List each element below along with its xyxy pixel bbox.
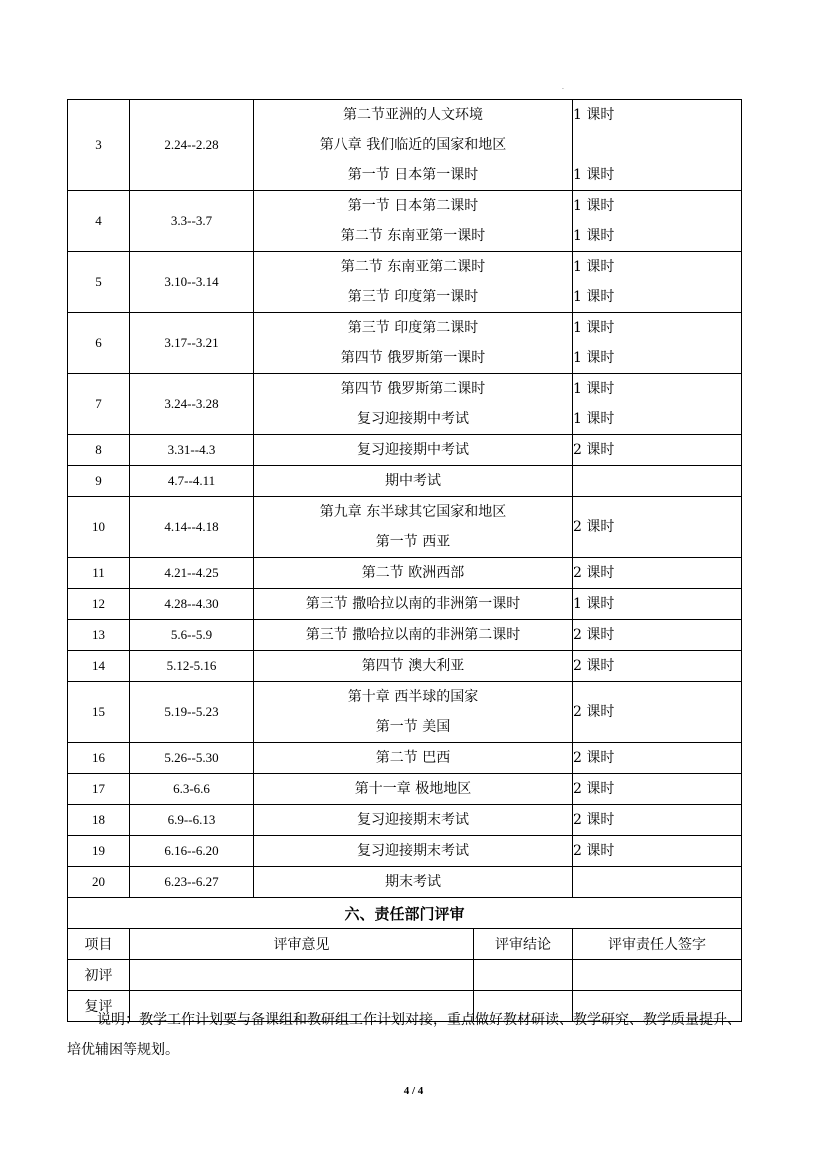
content-line: 第二节 巴西: [375, 750, 451, 766]
week-number-cell: 9: [68, 466, 130, 497]
content-cell: [254, 252, 573, 313]
week-number-cell: 19: [68, 836, 130, 867]
class-hours-value: 2 课时: [573, 781, 615, 797]
class-hours-cell: [573, 191, 742, 252]
content-line: 第二节 东南亚第一课时: [340, 228, 486, 244]
date-range-cell: 6.16--6.20: [130, 836, 254, 867]
page-number: 4 / 4: [403, 1085, 424, 1097]
content-line: 第二节 欧洲西部: [361, 565, 465, 581]
class-hours-cell: [573, 743, 742, 774]
content-cell: [254, 466, 573, 497]
schedule-row: [68, 743, 742, 774]
class-hours-cell: [573, 435, 742, 466]
schedule-row: [68, 867, 742, 898]
week-number-cell: 13: [68, 620, 130, 651]
date-range-cell: 4.7--4.11: [130, 466, 254, 497]
schedule-row: [68, 589, 742, 620]
content-line: 第三节 撒哈拉以南的非洲第二课时: [305, 627, 521, 643]
review-row-label: 初评: [68, 960, 130, 991]
content-line: 第十章 西半球的国家: [347, 689, 479, 705]
class-hours-value: 1 课时: [573, 381, 615, 397]
date-range-cell: 3.10--3.14: [130, 252, 254, 313]
class-hours-cell: [573, 620, 742, 651]
review-row-initial: [68, 960, 742, 991]
week-number-cell: 3: [68, 100, 130, 191]
week-number-cell: 11: [68, 558, 130, 589]
class-hours-value: 2 课时: [573, 843, 615, 859]
schedule-row: [68, 836, 742, 867]
class-hours-cell: [573, 497, 742, 558]
class-hours-cell: [573, 682, 742, 743]
content-cell: [254, 805, 573, 836]
class-hours-value: 1 课时: [573, 320, 615, 336]
content-line: 第三节 印度第一课时: [347, 289, 479, 305]
content-line: 第二节亚洲的人文环境: [343, 107, 483, 123]
week-number-cell: 6: [68, 313, 130, 374]
content-cell: [254, 651, 573, 682]
content-line: 复习迎接期中考试: [357, 442, 469, 458]
review-section: [68, 898, 742, 1022]
content-line: 第一节 西亚: [375, 534, 451, 550]
class-hours-cell: [573, 466, 742, 497]
content-cell: [254, 497, 573, 558]
review-header-conclusion: 评审结论: [474, 929, 573, 960]
schedule-row: [68, 620, 742, 651]
class-hours-cell: [573, 558, 742, 589]
class-hours-value: 2 课时: [573, 704, 615, 720]
schedule-row: [68, 774, 742, 805]
date-range-cell: 2.24--2.28: [130, 100, 254, 191]
date-range-cell: 6.23--6.27: [130, 867, 254, 898]
class-hours-cell: [573, 805, 742, 836]
date-range-cell: 6.3-6.6: [130, 774, 254, 805]
content-cell: [254, 589, 573, 620]
class-hours-value: 1 课时: [573, 167, 615, 183]
content-line: 第十一章 极地地区: [354, 781, 472, 797]
review-conclusion-cell[interactable]: [474, 960, 573, 991]
schedule-row: [68, 805, 742, 836]
content-cell: [254, 374, 573, 435]
class-hours-value: [573, 867, 741, 897]
week-number-cell: 8: [68, 435, 130, 466]
date-range-cell: 6.9--6.13: [130, 805, 254, 836]
content-line: 第九章 东半球其它国家和地区: [319, 504, 507, 520]
schedule-row: [68, 100, 742, 191]
date-range-cell: 4.14--4.18: [130, 497, 254, 558]
content-cell: [254, 743, 573, 774]
schedule-row: [68, 191, 742, 252]
content-line: 第四节 俄罗斯第一课时: [340, 350, 486, 366]
content-line: 第三节 撒哈拉以南的非洲第一课时: [305, 596, 521, 612]
class-hours-value: 1 课时: [573, 259, 615, 275]
date-range-cell: 5.26--5.30: [130, 743, 254, 774]
content-line: 第四节 澳大利亚: [361, 658, 465, 674]
date-range-cell: 4.28--4.30: [130, 589, 254, 620]
week-number-cell: 17: [68, 774, 130, 805]
review-section-title-row: [68, 898, 742, 929]
class-hours-value: 2 课时: [573, 565, 615, 581]
schedule-row: [68, 374, 742, 435]
content-cell: [254, 774, 573, 805]
content-line: 第二节 东南亚第二课时: [340, 259, 486, 275]
class-hours-value: 1 课时: [573, 228, 615, 244]
class-hours-cell: [573, 100, 742, 191]
schedule-body: [68, 100, 742, 898]
class-hours-value: 2 课时: [573, 442, 615, 458]
week-number-cell: 12: [68, 589, 130, 620]
week-number-cell: 14: [68, 651, 130, 682]
week-number-cell: 16: [68, 743, 130, 774]
content-cell: [254, 836, 573, 867]
class-hours-cell: [573, 252, 742, 313]
content-cell: [254, 100, 573, 191]
date-range-cell: 4.21--4.25: [130, 558, 254, 589]
teaching-schedule-table: [67, 99, 742, 1022]
explanation-note: 说明：教学工作计划要与备课组和教研组工作计划对接，重点做好教材研读、教学研究、教学质量提升、培优辅困等规划。: [67, 1012, 741, 1058]
content-line: 第一节 美国: [375, 719, 451, 735]
review-header-item: 项目: [68, 929, 130, 960]
review-row-label: 复评: [68, 991, 130, 1022]
week-number-cell: 4: [68, 191, 130, 252]
class-hours-value: 2 课时: [573, 658, 615, 674]
schedule-row: [68, 466, 742, 497]
schedule-row: [68, 497, 742, 558]
review-signature-cell[interactable]: [573, 960, 742, 991]
class-hours-value: 2 课时: [573, 627, 615, 643]
date-range-cell: 3.24--3.28: [130, 374, 254, 435]
schedule-row: [68, 435, 742, 466]
class-hours-cell: [573, 774, 742, 805]
class-hours-cell: [573, 836, 742, 867]
class-hours-value: 2 课时: [573, 812, 615, 828]
stray-mark: .: [562, 84, 564, 91]
class-hours-value: 1 课时: [573, 198, 615, 214]
schedule-row: [68, 313, 742, 374]
content-line: 复习迎接期末考试: [357, 812, 469, 828]
schedule-row: [68, 651, 742, 682]
review-header-signature: 评审责任人签字: [573, 929, 742, 960]
date-range-cell: 5.19--5.23: [130, 682, 254, 743]
content-cell: [254, 620, 573, 651]
class-hours-value: 1 课时: [573, 350, 615, 366]
content-cell: [254, 435, 573, 466]
class-hours-value: 2 课时: [573, 750, 615, 766]
content-line: 复习迎接期末考试: [357, 843, 469, 859]
class-hours-value: 1 课时: [573, 411, 615, 427]
content-line: 第一节 日本第二课时: [347, 198, 479, 214]
date-range-cell: 3.3--3.7: [130, 191, 254, 252]
content-line: 复习迎接期中考试: [357, 411, 469, 427]
week-number-cell: 10: [68, 497, 130, 558]
schedule-row: [68, 682, 742, 743]
schedule-row: [68, 558, 742, 589]
content-line: 第一节 日本第一课时: [347, 167, 479, 183]
week-number-cell: 20: [68, 867, 130, 898]
class-hours-cell: [573, 867, 742, 898]
content-line: 第八章 我们临近的国家和地区: [319, 137, 507, 153]
class-hours-value: 1 课时: [573, 596, 615, 612]
content-cell: [254, 313, 573, 374]
week-number-cell: 18: [68, 805, 130, 836]
date-range-cell: 5.6--5.9: [130, 620, 254, 651]
date-range-cell: 3.31--4.3: [130, 435, 254, 466]
class-hours-cell: [573, 313, 742, 374]
review-header-opinion: 评审意见: [130, 929, 474, 960]
review-header-row: [68, 929, 742, 960]
class-hours-value: 2 课时: [573, 519, 615, 535]
schedule-row: [68, 252, 742, 313]
week-number-cell: 7: [68, 374, 130, 435]
date-range-cell: 3.17--3.21: [130, 313, 254, 374]
class-hours-cell: [573, 651, 742, 682]
content-line: 第四节 俄罗斯第二课时: [340, 381, 486, 397]
content-line: 第三节 印度第二课时: [347, 320, 479, 336]
class-hours-value: 1 课时: [573, 289, 615, 305]
class-hours-cell: [573, 374, 742, 435]
content-line: 期中考试: [385, 473, 441, 489]
week-number-cell: 15: [68, 682, 130, 743]
class-hours-value: 1 课时: [573, 107, 615, 123]
date-range-cell: 5.12-5.16: [130, 651, 254, 682]
content-cell: [254, 682, 573, 743]
content-cell: [254, 191, 573, 252]
content-cell: [254, 867, 573, 898]
class-hours-cell: [573, 589, 742, 620]
class-hours-value: [573, 130, 741, 160]
week-number-cell: 5: [68, 252, 130, 313]
content-line: 期末考试: [385, 874, 441, 890]
review-section-title: 六、责任部门评审: [68, 898, 742, 929]
content-cell: [254, 558, 573, 589]
review-opinion-cell[interactable]: [130, 960, 474, 991]
class-hours-value: [573, 466, 741, 496]
